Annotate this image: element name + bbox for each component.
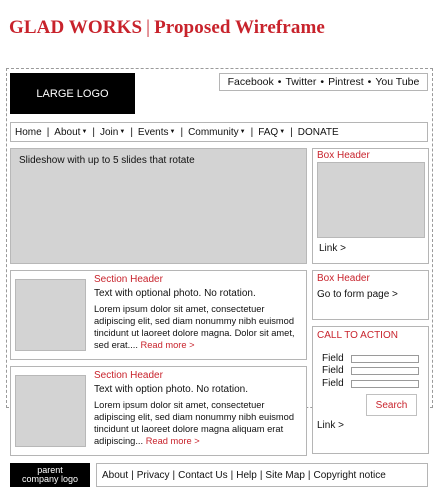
nav-item-label: Events bbox=[137, 126, 169, 138]
nav-item-label: Join bbox=[100, 126, 119, 138]
section-photo-placeholder bbox=[15, 279, 86, 351]
footer-link-help[interactable]: Help bbox=[236, 469, 257, 481]
footer-link-privacy[interactable]: Privacy bbox=[136, 469, 170, 481]
footer-separator: | bbox=[131, 469, 134, 481]
cta-header: CALL TO ACTION bbox=[317, 330, 398, 341]
nav-item-label: About bbox=[54, 126, 81, 138]
fold-guide-left bbox=[6, 68, 7, 408]
main-nav bbox=[10, 122, 428, 142]
box-image-placeholder bbox=[317, 162, 425, 238]
caret-down-icon: ▼ bbox=[239, 129, 246, 135]
section-lead: Text with option photo. No rotation. bbox=[94, 384, 248, 395]
caret-down-icon: ▼ bbox=[119, 129, 126, 135]
section-body bbox=[94, 399, 304, 447]
content-section-2 bbox=[10, 366, 307, 456]
footer-link-site-map[interactable]: Site Map bbox=[265, 469, 305, 481]
caret-down-icon: ▼ bbox=[81, 129, 88, 135]
nav-item-events[interactable] bbox=[138, 127, 176, 138]
social-link-twitter[interactable]: Twitter bbox=[285, 76, 317, 88]
field-label: Field bbox=[322, 353, 344, 364]
footer-separator: | bbox=[172, 469, 176, 481]
cta-field-input-2[interactable] bbox=[351, 367, 419, 375]
fold-guide-top bbox=[6, 68, 433, 69]
section-header: Section Header bbox=[94, 274, 163, 285]
footer-links bbox=[96, 463, 428, 487]
nav-separator: | bbox=[46, 126, 50, 138]
search-button[interactable] bbox=[366, 394, 417, 416]
cta-link[interactable]: Link > bbox=[317, 420, 344, 431]
social-link-youtube[interactable]: You Tube bbox=[375, 76, 420, 88]
section-header: Section Header bbox=[94, 370, 163, 381]
brand-name: GLAD WORKS bbox=[9, 17, 143, 38]
content-section-1 bbox=[10, 270, 307, 360]
social-bullet: • bbox=[320, 76, 325, 88]
box-header: Box Header bbox=[317, 150, 370, 161]
footer-separator: | bbox=[259, 469, 263, 481]
footer-separator: | bbox=[230, 469, 234, 481]
nav-item-label: Community bbox=[188, 126, 239, 138]
social-bullet: • bbox=[367, 76, 372, 88]
parent-company-logo[interactable] bbox=[10, 463, 90, 487]
cta-field-input-3[interactable] bbox=[351, 380, 419, 388]
read-more-link[interactable]: Read more > bbox=[145, 436, 200, 446]
parent-logo-line-1: parent bbox=[37, 465, 63, 475]
footer-separator: | bbox=[307, 469, 311, 481]
social-bullet: • bbox=[277, 76, 282, 88]
section-body-text: Lorem ipsum dolor sit amet, consectetuer adipiscing elit, sed diam nonummy nibh euismod tincidunt ut laoreet dolore magna aliquam erat adipiscing... bbox=[94, 400, 294, 446]
nav-item-label: DONATE bbox=[297, 126, 339, 138]
cta-field-row bbox=[322, 353, 344, 364]
field-label: Field bbox=[322, 378, 344, 389]
parent-logo-line-2: company logo bbox=[21, 474, 79, 484]
section-photo-placeholder bbox=[15, 375, 86, 447]
large-logo[interactable] bbox=[10, 73, 135, 114]
form-page-link[interactable]: Go to form page > bbox=[317, 289, 398, 300]
social-link-pintrest[interactable]: Pintrest bbox=[328, 76, 364, 88]
page-title bbox=[9, 17, 325, 39]
large-logo-label: LARGE LOGO bbox=[36, 87, 109, 100]
social-links bbox=[219, 73, 428, 91]
sidebar-box-1 bbox=[312, 148, 429, 264]
box-header: Box Header bbox=[317, 273, 370, 284]
nav-item-faq[interactable] bbox=[258, 127, 285, 138]
page-subtitle: Proposed Wireframe bbox=[154, 17, 325, 38]
section-body-text: Lorem ipsum dolor sit amet, consectetuer adipiscing elit, sed diam nonummy nibh euismod tincidunt ut laoreet dolore magna. Dolor sit amet, sed erat.... bbox=[94, 304, 295, 350]
caret-down-icon: ▼ bbox=[169, 129, 176, 135]
nav-separator: | bbox=[180, 126, 184, 138]
cta-field-input-1[interactable] bbox=[351, 355, 419, 363]
cta-field-row bbox=[322, 365, 344, 376]
search-button-label: Search bbox=[375, 399, 408, 411]
footer-link-copyright[interactable]: Copyright notice bbox=[313, 469, 386, 481]
field-label: Field bbox=[322, 365, 344, 376]
footer-link-about[interactable]: About bbox=[102, 469, 129, 481]
nav-item-about[interactable] bbox=[54, 127, 87, 138]
nav-item-label: FAQ bbox=[258, 126, 279, 138]
fold-guide-right bbox=[432, 68, 433, 408]
section-lead: Text with optional photo. No rotation. bbox=[94, 288, 256, 299]
footer-link-contact-us[interactable]: Contact Us bbox=[178, 469, 228, 481]
nav-item-home[interactable] bbox=[15, 127, 42, 138]
nav-item-join[interactable] bbox=[100, 127, 125, 138]
sidebar-box-2 bbox=[312, 270, 429, 320]
nav-separator: | bbox=[290, 126, 293, 138]
nav-item-donate[interactable] bbox=[298, 127, 339, 138]
social-link-facebook[interactable]: Facebook bbox=[227, 76, 274, 88]
box-link[interactable]: Link > bbox=[319, 243, 346, 254]
caret-down-icon: ▼ bbox=[279, 129, 286, 135]
call-to-action-box bbox=[312, 326, 429, 454]
nav-separator: | bbox=[92, 126, 95, 138]
read-more-link[interactable]: Read more > bbox=[140, 340, 195, 350]
title-separator: | bbox=[146, 17, 151, 38]
section-body bbox=[94, 303, 304, 351]
nav-item-community[interactable] bbox=[188, 127, 246, 138]
nav-item-label: Home bbox=[15, 126, 42, 138]
nav-separator: | bbox=[250, 126, 254, 138]
slideshow-label: Slideshow with up to 5 slides that rotate bbox=[19, 155, 195, 166]
nav-separator: | bbox=[130, 126, 133, 138]
cta-field-row bbox=[322, 378, 344, 389]
slideshow[interactable] bbox=[10, 148, 307, 264]
